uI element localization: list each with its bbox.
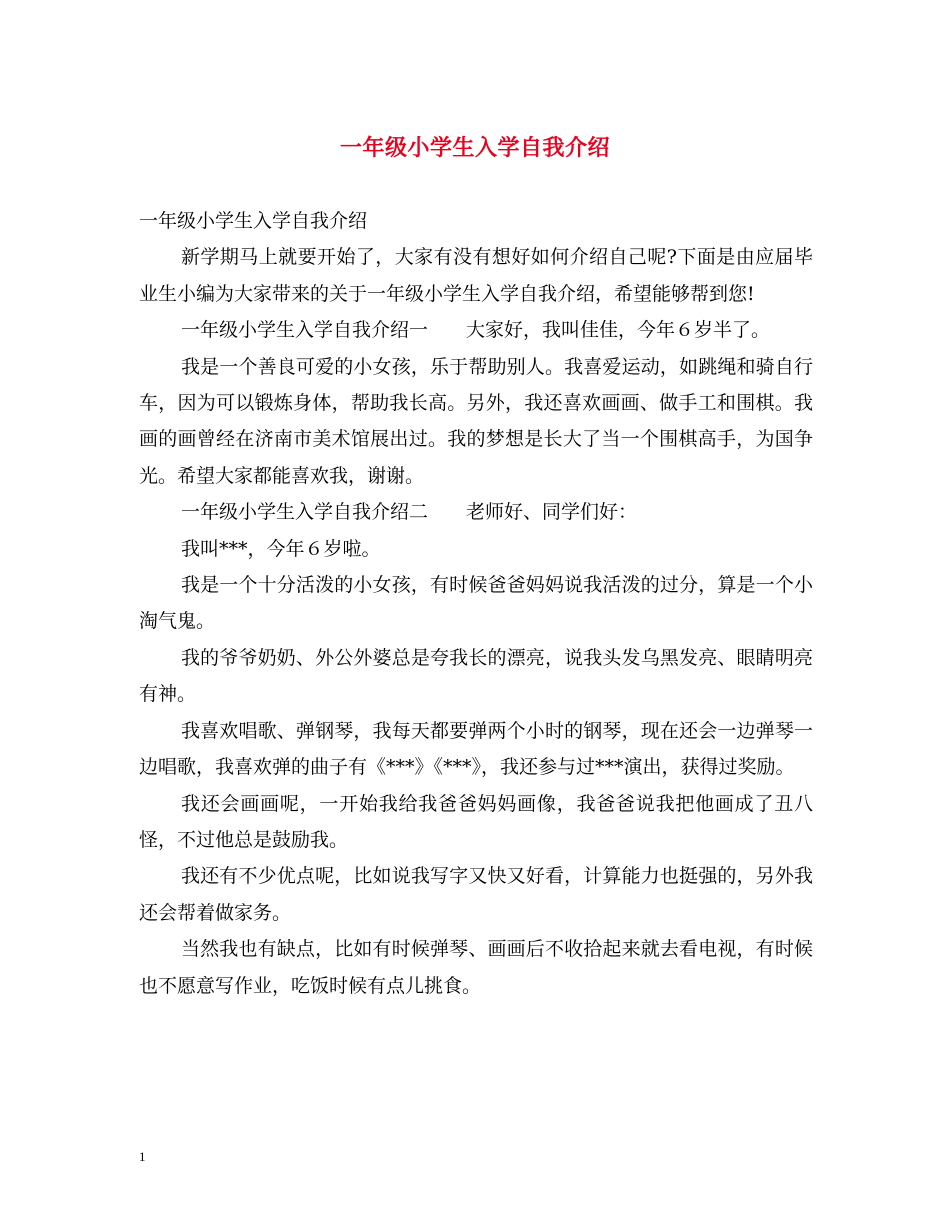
- body-paragraph: 我还会画画呢，一开始我给我爸爸妈妈画像，我爸爸说我把他画成了丑八怪，不过他总是鼓励我。: [139, 792, 813, 851]
- body-paragraph: 我喜欢唱歌、弹钢琴，我每天都要弹两个小时的钢琴，现在还会一边弹琴一边唱歌，我喜欢弹的曲子有《***》《***》，我还参与过***演出，获得过奖励。: [139, 719, 813, 779]
- document-body: [139, 203, 813, 1004]
- body-paragraph: 当然我也有缺点，比如有时候弹琴、画画后不收拾起来就去看电视，有时候也不愿意写作业，吃饭时候有点儿挑食。: [139, 938, 813, 997]
- section-two-heading-paragraph: 一年级小学生入学自我介绍二 老师好、同学们好：: [181, 501, 638, 524]
- body-paragraph: 我的爷爷奶奶、外公外婆总是夸我长的漂亮，说我头发乌黑发亮、眼睛明亮有神。: [139, 646, 813, 706]
- intro-paragraph: 新学期马上就要开始了，大家有没有想好如何介绍自己呢?下面是由应届毕业生小编为大家带来的关于一年级小学生入学自我介绍，希望能够帮到您!: [139, 246, 813, 305]
- section-one-heading-paragraph: 一年级小学生入学自我介绍一 大家好，我叫佳佳，今年６岁半了。: [181, 319, 771, 342]
- body-paragraph: 我是一个十分活泼的小女孩，有时候爸爸妈妈说我活泼的过分，算是一个小淘气鬼。: [139, 574, 813, 633]
- body-paragraph: 我叫***，今年６岁啦。: [181, 537, 381, 560]
- page-number: 1: [139, 1149, 146, 1164]
- body-paragraph: 我是一个善良可爱的小女孩，乐于帮助别人。我喜爱运动，如跳绳和骑自行车，因为可以锻炼身体，帮助我长高。另外，我还喜欢画画、做手工和围棋。我画的画曾经在济南市美术馆展出过。我的梦想是长大了当一个围棋高手，为国争光。希望大家都能喜欢我，谢谢。: [139, 355, 813, 487]
- subtitle-paragraph: 一年级小学生入学自我介绍: [139, 210, 368, 232]
- body-paragraph: 我还有不少优点呢，比如说我写字又快又好看，计算能力也挺强的，另外我还会帮着做家务。: [139, 865, 813, 924]
- page-title: 一年级小学生入学自我介绍: [339, 135, 610, 161]
